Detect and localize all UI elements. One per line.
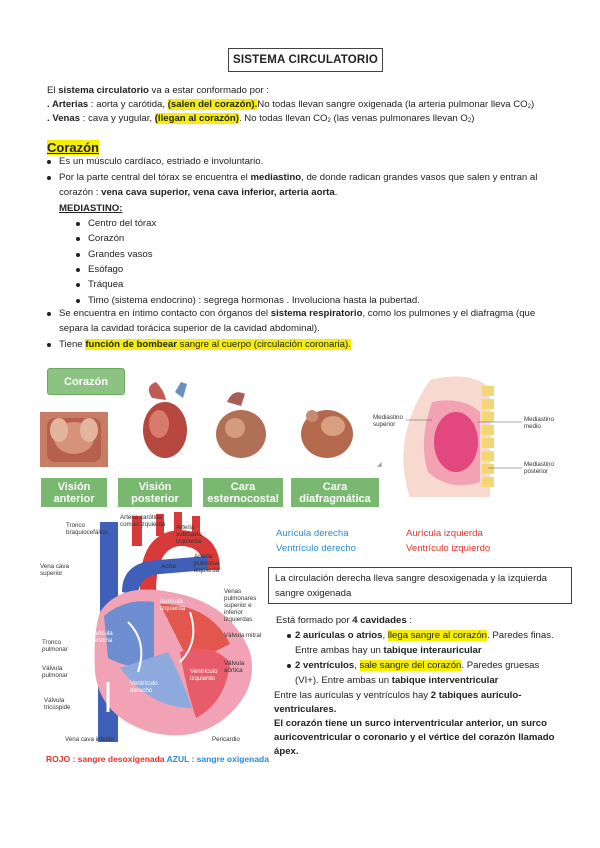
bullet-dot bbox=[76, 299, 80, 303]
posterior-view-image bbox=[143, 382, 187, 458]
label-vena-cava-inferior: Vena cava inferior bbox=[65, 736, 115, 743]
label-vena-cava-superior: Vena cava superior bbox=[40, 563, 69, 577]
cavities-intro: Está formado por 4 cavidades : bbox=[276, 615, 413, 626]
chamber-vd: Ventrículo derecho bbox=[276, 543, 357, 554]
bullet-4: Tiene función de bombear sangre al cuerpo (circulación coronaria). bbox=[59, 339, 351, 350]
bullet-dot bbox=[76, 237, 80, 241]
label-auricula-derecha-inner: Aurícula derecha bbox=[90, 630, 113, 644]
cavity-auriculas: 2 aurículas o atrios, llega sangre al corazón. Paredes finas. bbox=[295, 630, 554, 641]
mediastino-item: Tráquea bbox=[88, 279, 124, 291]
tile-cara-esternocostal: Cara esternocostal bbox=[203, 478, 283, 507]
circulation-box: La circulación derecha lleva sangre desoxigenada y la izquierda sangre oxigenada bbox=[268, 567, 572, 604]
tile-vision-posterior: Visión posterior bbox=[118, 478, 192, 507]
anterior-view-image bbox=[40, 412, 108, 467]
label-valvula-mitral: Válvula mitral bbox=[224, 632, 262, 639]
figure-header: Corazón bbox=[47, 368, 125, 395]
label-tronco-braquiocefalico: Tronco braquiocefálico bbox=[66, 522, 108, 536]
label-ventriculo-derecho-inner: Ventrículo derecho bbox=[130, 680, 158, 694]
label-mediastino-medio: Mediastino medio bbox=[524, 416, 554, 430]
bullet-dot bbox=[76, 222, 80, 226]
bullet-1: Es un músculo cardíaco, estriado e involuntario. bbox=[59, 156, 264, 167]
bullet-dot bbox=[47, 160, 51, 164]
label-valvula-tricuspide: Válvula tricúspide bbox=[44, 697, 71, 711]
label-ventriculo-izquierdo-inner: Ventrículo izquierdo bbox=[190, 668, 218, 682]
color-legend: ROJO : sangre desoxigenada AZUL : sangre oxigenada bbox=[46, 754, 269, 764]
venas-line: . Venas : cava y yugular, (llegan al corazón). No todas llevan CO2 (las venas pulmonares llevan O2) bbox=[47, 113, 475, 124]
bullet-dot bbox=[47, 343, 51, 347]
tile-cara-diafragmatica: Cara diafragmática bbox=[291, 478, 379, 507]
chamber-ai: Aurícula izquierda bbox=[406, 528, 483, 539]
label-arteria-carotida: Arteria carótida común izquierda bbox=[120, 514, 166, 528]
label-auricula-izquierda-inner: Aurícula izquierda bbox=[160, 598, 186, 612]
mediastino-item: Corazón bbox=[88, 233, 125, 245]
mediastino-item: Timo (sistema endocrino) : segrega hormonas . Involuciona hasta la pubertad. bbox=[88, 294, 420, 306]
esternocostal-view-image bbox=[216, 392, 266, 458]
bullet-dot bbox=[287, 634, 291, 638]
label-venas-pulmonares: Venas pulmonares superior e inferior izquierdas bbox=[224, 588, 257, 623]
bullet-2-line2: corazón : vena cava superior, vena cava inferior, arteria aorta. bbox=[59, 187, 338, 198]
chamber-ad: Aurícula derecha bbox=[276, 528, 349, 539]
tabiques-line2: ventriculares. bbox=[274, 704, 337, 715]
diafragmatica-view-image bbox=[301, 410, 353, 458]
label-arteria-subclavia: Arteria subclavia izquierda bbox=[176, 524, 202, 545]
label-valvula-pulmonar: Válvula pulmonar bbox=[42, 665, 68, 679]
mediastino-item: Grandes vasos bbox=[88, 248, 153, 260]
mediastino-heading: MEDIASTINO: bbox=[59, 203, 123, 214]
arterias-line: . Arterias : aorta y carótida, (salen del corazón).No todas llevan sangre oxigenada (la arteria pulmonar lleva CO2) bbox=[47, 99, 535, 110]
label-arteria-pulmonar: Arteria pulmonar izquierda bbox=[194, 553, 220, 574]
svg-text:◢: ◢ bbox=[377, 462, 382, 468]
bullet-3: Se encuentra en íntimo contacto con órganos del sistema respiratorio, como los pulmones y el diafragma (que bbox=[59, 308, 536, 319]
label-valvula-aortica: Válvula aórtica bbox=[224, 660, 245, 674]
bullet-3-line2: separa la cavidad torácica superior de la cavidad abdominal). bbox=[59, 323, 320, 334]
label-pericardio: Pericardio bbox=[212, 736, 240, 743]
bullet-dot bbox=[47, 312, 51, 316]
cavity-ventriculos-l2: (VI+). Entre ambas un tabique interventricular bbox=[295, 675, 499, 686]
surco-line1: El corazón tiene un surco interventricular anterior, un surco bbox=[274, 718, 547, 729]
cavity-auriculas-l2: Entre ambas hay un tabique interauricular bbox=[295, 645, 482, 656]
label-tronco-pulmonar: Tronco pulmonar bbox=[42, 639, 68, 653]
label-aorta: Aorta bbox=[161, 563, 176, 570]
surco-line3: ápex. bbox=[274, 746, 299, 757]
bullet-dot bbox=[76, 283, 80, 287]
tabiques-line: Entre las aurículas y ventrículos hay 2 tabiques aurículo- bbox=[274, 690, 522, 701]
mediastino-item: Esófago bbox=[88, 263, 124, 275]
bullet-dot bbox=[287, 664, 291, 668]
heart-views-figure bbox=[37, 378, 392, 470]
chamber-vi: Ventrículo izquierdo bbox=[406, 543, 491, 554]
page-title: SISTEMA CIRCULATORIO bbox=[228, 48, 383, 72]
section-title: Corazón bbox=[47, 140, 99, 155]
label-mediastino-posterior: Mediastino posterior bbox=[524, 461, 554, 475]
label-mediastino-superior: Mediastino superior bbox=[373, 414, 403, 428]
bullet-2: Por la parte central del tórax se encuentra el mediastino, de donde radican grandes vasos que salen y entran al bbox=[59, 172, 538, 183]
tile-vision-anterior: Visión anterior bbox=[41, 478, 107, 507]
intro-line: El sistema circulatorio va a estar conformado por : bbox=[47, 85, 269, 96]
mediastino-item: Centro del tórax bbox=[88, 218, 157, 229]
mediastino-diagram bbox=[370, 372, 570, 497]
bullet-dot bbox=[76, 268, 80, 272]
bullet-dot bbox=[47, 176, 51, 180]
bullet-dot bbox=[76, 253, 80, 257]
cavity-ventriculos: 2 ventrículos, sale sangre del corazón. Paredes gruesas bbox=[295, 660, 540, 671]
surco-line2: auricoventricular o coronario y el vértice del corazón llamado bbox=[274, 732, 555, 743]
